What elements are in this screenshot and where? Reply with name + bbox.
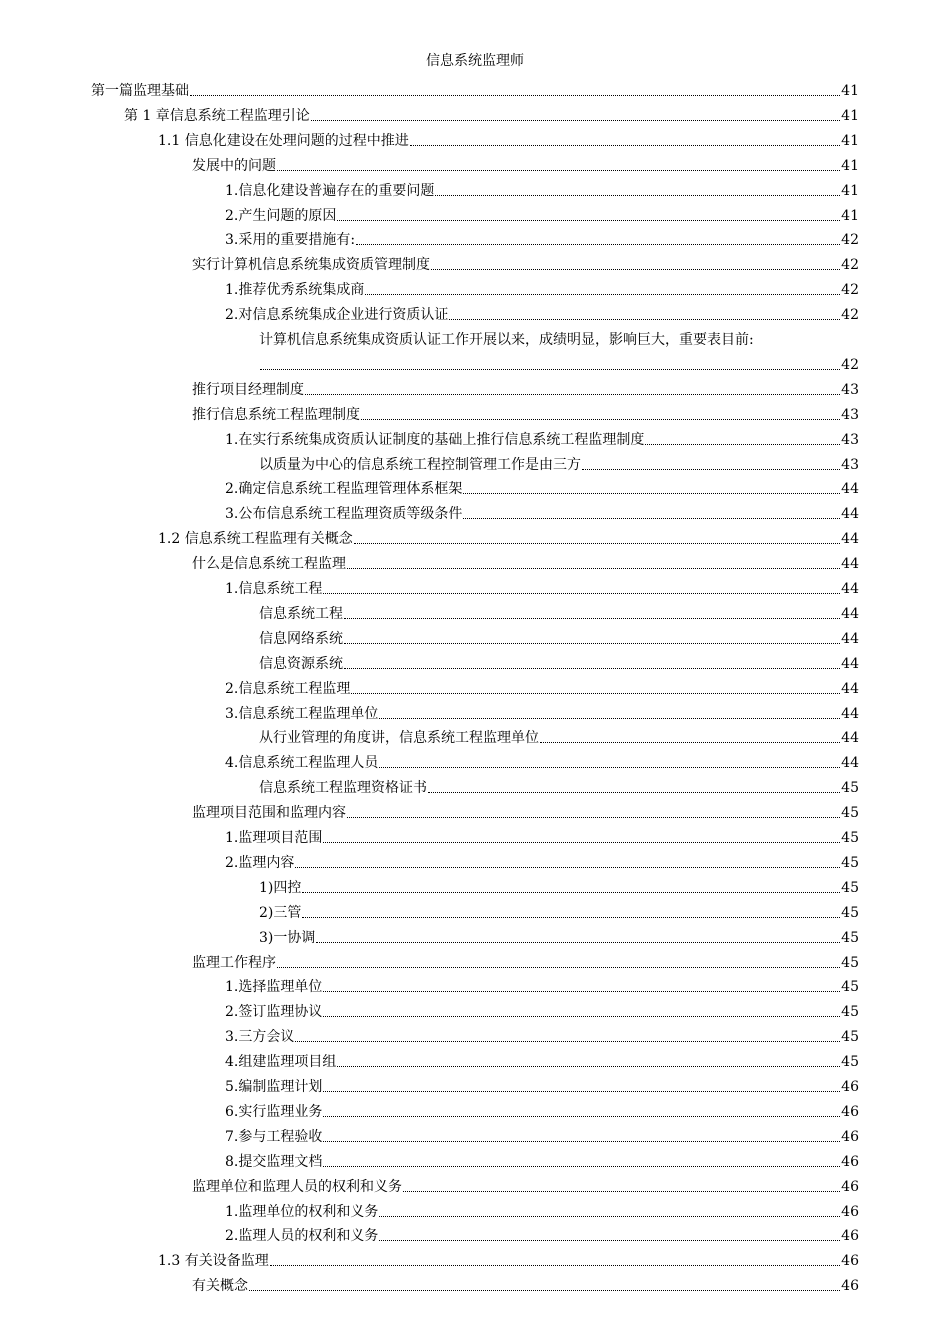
- toc-page-number: 45: [841, 830, 859, 846]
- toc-entry[interactable]: [225, 847, 859, 872]
- page-title: 信息系统监理师: [426, 53, 524, 69]
- toc-entry[interactable]: [225, 274, 859, 299]
- toc-dot-leader: [361, 419, 840, 420]
- toc-dot-leader: [435, 195, 840, 196]
- toc-entry-title: 2.签订监理协议: [225, 1004, 323, 1021]
- toc-dot-leader: [270, 1265, 840, 1266]
- toc-dot-leader: [379, 767, 840, 768]
- toc-page-number: 44: [841, 680, 859, 697]
- toc-entry[interactable]: [225, 573, 859, 598]
- toc-dot-leader: [260, 369, 840, 370]
- toc-entry-title: 1.信息化建设普遍存在的重要问题: [225, 182, 435, 199]
- toc-page-number: 46: [841, 1278, 859, 1295]
- toc-dot-leader: [302, 892, 840, 893]
- toc-dot-leader: [379, 718, 840, 719]
- toc-entry[interactable]: [225, 1196, 859, 1221]
- toc-page-number: 42: [841, 232, 859, 249]
- toc-page-number: 45: [841, 904, 859, 921]
- toc-entry-title: 2.监理人员的权利和义务: [225, 1228, 379, 1245]
- toc-dot-leader: [311, 120, 840, 121]
- toc-page-number: 45: [841, 929, 859, 946]
- toc-dot-leader: [410, 145, 840, 146]
- toc-entry[interactable]: [158, 1245, 859, 1270]
- toc-page-number: 44: [841, 531, 859, 548]
- toc-page-number: 46: [841, 1103, 859, 1120]
- toc-entry[interactable]: [259, 623, 859, 648]
- toc-dot-leader: [347, 817, 840, 818]
- toc-entry-title: 发展中的问题: [192, 157, 276, 174]
- toc-entry-title: 2)三管: [259, 904, 302, 921]
- toc-page-number: 45: [841, 1004, 859, 1021]
- toc-entry-title: 1.监理项目范围: [225, 830, 323, 846]
- toc-dot-leader: [344, 618, 840, 619]
- toc-dot-leader: [323, 1091, 840, 1092]
- toc-entry-title: 以质量为中心的信息系统工程控制管理工作是由三方: [259, 456, 581, 473]
- toc-dot-leader: [344, 643, 840, 644]
- toc-entry-title: 5.编制监理计划: [225, 1079, 323, 1095]
- toc-entry[interactable]: [192, 1171, 859, 1196]
- toc-entry-title: 推行信息系统工程监理制度: [192, 406, 360, 423]
- toc-entry-title: 监理单位和监理人员的权利和义务: [192, 1178, 402, 1195]
- toc-page-number: 44: [841, 705, 859, 722]
- toc-entry[interactable]: [225, 424, 859, 449]
- toc-entry-title: 3)一协调: [259, 929, 316, 946]
- toc-page-number: 46: [841, 1153, 859, 1170]
- toc-dot-leader: [428, 792, 840, 793]
- toc-entry[interactable]: [225, 1121, 859, 1146]
- toc-entry[interactable]: [192, 249, 859, 274]
- toc-dot-leader: [540, 742, 840, 743]
- toc-dot-leader: [463, 493, 840, 494]
- toc-entry-title: 2.监理内容: [225, 854, 295, 871]
- toc-entry[interactable]: [225, 1021, 859, 1046]
- toc-dot-leader: [351, 693, 840, 694]
- toc-entry-title: 2.信息系统工程监理: [225, 680, 351, 697]
- toc-page-number: 44: [841, 605, 859, 622]
- toc-page-number: 43: [841, 456, 859, 473]
- toc-dot-leader: [337, 1066, 840, 1067]
- toc-entry-title: 监理工作程序: [192, 954, 276, 971]
- toc-entry-title: 什么是信息系统工程监理: [192, 556, 346, 573]
- toc-page-number: 42: [841, 307, 859, 324]
- toc-entry-title: 1.2 信息系统工程监理有关概念: [158, 531, 353, 548]
- toc-entry[interactable]: [225, 200, 859, 225]
- toc-page-number: 46: [841, 1079, 859, 1095]
- toc-entry[interactable]: [259, 648, 859, 673]
- toc-dot-leader: [302, 917, 840, 918]
- toc-entry-title: 1.1 信息化建设在处理问题的过程中推进: [158, 132, 409, 149]
- toc-entry[interactable]: [225, 1071, 859, 1096]
- toc-dot-leader: [356, 244, 840, 245]
- toc-entry-title: 第一篇监理基础: [91, 83, 189, 99]
- toc-dot-leader: [295, 867, 840, 868]
- toc-page-number: 45: [841, 879, 859, 896]
- toc-page-number: 41: [841, 132, 859, 149]
- toc-page-number: 44: [841, 481, 859, 498]
- toc-entry-title: 7.参与工程验收: [225, 1128, 323, 1145]
- toc-entry[interactable]: [259, 897, 859, 922]
- toc-page-number: 45: [841, 854, 859, 871]
- toc-entry[interactable]: [225, 673, 859, 698]
- toc-entry-title: 监理项目范围和监理内容: [192, 805, 346, 822]
- toc-entry[interactable]: [259, 598, 859, 623]
- toc-page-number: 41: [841, 83, 859, 99]
- toc-entry-title: 3.信息系统工程监理单位: [225, 705, 379, 722]
- toc-entry[interactable]: [225, 822, 859, 847]
- toc-entry[interactable]: [158, 125, 859, 150]
- toc-page-number: 42: [841, 282, 859, 299]
- toc-dot-leader: [316, 942, 840, 943]
- toc-entry-title: 有关概念: [192, 1278, 248, 1295]
- toc-dot-leader: [305, 394, 840, 395]
- toc-page-number: 41: [841, 157, 859, 174]
- toc-entry-title: 1.3 有关设备监理: [158, 1253, 269, 1270]
- toc-entry-title: 1.选择监理单位: [225, 979, 323, 996]
- toc-entry[interactable]: [124, 100, 859, 125]
- toc-dot-leader: [277, 967, 840, 968]
- toc-entry-title: 6.实行监理业务: [225, 1103, 323, 1120]
- toc-entry[interactable]: [225, 473, 859, 498]
- toc-entry-title: 8.提交监理文档: [225, 1153, 323, 1170]
- toc-entry[interactable]: [91, 75, 859, 100]
- toc-dot-leader: [365, 294, 840, 295]
- toc-entry-title: 2.产生问题的原因: [225, 207, 337, 224]
- toc-entry[interactable]: [225, 498, 859, 523]
- toc-dot-leader: [449, 319, 840, 320]
- toc-page-number: 45: [841, 805, 859, 822]
- toc-dot-leader: [323, 1116, 840, 1117]
- toc-entry[interactable]: [259, 872, 859, 897]
- toc-entry-title: 信息系统工程: [259, 605, 343, 622]
- toc-dot-leader: [277, 170, 840, 171]
- toc-page-number: 46: [841, 1228, 859, 1245]
- toc-page-number: 46: [841, 1178, 859, 1195]
- toc-entry[interactable]: [192, 947, 859, 972]
- toc-entry[interactable]: [192, 399, 859, 424]
- toc-dot-leader: [344, 668, 840, 669]
- toc-entry[interactable]: [259, 449, 859, 474]
- toc-page-number: 44: [841, 581, 859, 597]
- toc-dot-leader: [190, 95, 840, 96]
- toc-entry-title: 1.信息系统工程: [225, 581, 323, 597]
- toc-page-number: 44: [841, 755, 859, 772]
- toc-entry-title: 实行计算机信息系统集成资质管理制度: [192, 257, 430, 274]
- toc-page-number: 42: [841, 257, 859, 274]
- toc-entry[interactable]: [259, 922, 859, 947]
- toc-entry[interactable]: [192, 548, 859, 573]
- toc-dot-leader: [337, 220, 840, 221]
- toc-entry-title: 3.公布信息系统工程监理资质等级条件: [225, 506, 463, 523]
- toc-page-number: 43: [841, 431, 859, 448]
- toc-page-number: 45: [841, 954, 859, 971]
- toc-entry-title: 计算机信息系统集成资质认证工作开展以来，成绩明显，影响巨大，重要表目前:: [259, 332, 754, 348]
- toc-entry[interactable]: [259, 349, 859, 374]
- toc-entry[interactable]: [225, 1096, 859, 1121]
- toc-page-number: 44: [841, 655, 859, 672]
- toc-page-number: 46: [841, 1203, 859, 1220]
- toc-entry-title: 信息网络系统: [259, 630, 343, 647]
- toc-entry-title: 第 1 章信息系统工程监理引论: [124, 107, 310, 124]
- toc-entry-title: 1.推荐优秀系统集成商: [225, 282, 365, 299]
- toc-entry[interactable]: [225, 175, 859, 200]
- toc-entry-title: 1)四控: [259, 879, 302, 896]
- toc-entry-title: 推行项目经理制度: [192, 381, 304, 398]
- toc-dot-leader: [347, 568, 840, 569]
- toc-entry[interactable]: [259, 722, 859, 747]
- toc-entry-title: 2.确定信息系统工程监理管理体系框架: [225, 481, 463, 498]
- toc-page-number: 41: [841, 207, 859, 224]
- toc-dot-leader: [354, 543, 840, 544]
- toc-dot-leader: [295, 1041, 840, 1042]
- toc-entry[interactable]: [225, 224, 859, 249]
- toc-entry[interactable]: [192, 150, 859, 175]
- toc-page-number: 43: [841, 406, 859, 423]
- toc-entry[interactable]: [225, 1046, 859, 1071]
- toc-entry-title: 3.采用的重要措施有:: [225, 232, 356, 249]
- toc-dot-leader: [323, 842, 840, 843]
- toc-entry-title: 1.监理单位的权利和义务: [225, 1203, 379, 1220]
- toc-entry[interactable]: [225, 971, 859, 996]
- toc-entry[interactable]: [225, 698, 859, 723]
- toc-entry-title: 1.在实行系统集成资质认证制度的基础上推行信息系统工程监理制度: [225, 431, 645, 448]
- toc-page-number: 41: [841, 107, 859, 124]
- toc-entry[interactable]: [259, 324, 859, 349]
- toc-entry-title: 4.信息系统工程监理人员: [225, 755, 379, 772]
- toc-page-number: 45: [841, 979, 859, 996]
- toc-page-number: 42: [841, 356, 859, 373]
- toc-entry-title: 从行业管理的角度讲，信息系统工程监理单位: [259, 730, 539, 747]
- toc-entry[interactable]: [192, 797, 859, 822]
- toc-dot-leader: [403, 1191, 840, 1192]
- toc-page-number: 44: [841, 506, 859, 523]
- toc-entry[interactable]: [225, 299, 859, 324]
- toc-page-number: 45: [841, 780, 859, 797]
- toc-dot-leader: [249, 1290, 840, 1291]
- toc-entry[interactable]: [192, 1270, 859, 1295]
- toc-entry[interactable]: [192, 374, 859, 399]
- toc-dot-leader: [463, 518, 840, 519]
- toc-page-number: 45: [841, 1054, 859, 1071]
- toc-dot-leader: [645, 444, 840, 445]
- toc-dot-leader: [323, 991, 840, 992]
- toc-page-number: 46: [841, 1128, 859, 1145]
- toc-entry-title: 4.组建监理项目组: [225, 1054, 337, 1071]
- toc-entry[interactable]: [225, 747, 859, 772]
- toc-entry[interactable]: [225, 996, 859, 1021]
- toc-entry-title: 2.对信息系统集成企业进行资质认证: [225, 307, 449, 324]
- toc-entry-title: 信息系统工程监理资格证书: [259, 780, 427, 797]
- toc-dot-leader: [323, 1016, 840, 1017]
- toc-dot-leader: [379, 1240, 840, 1241]
- toc-entry[interactable]: [259, 772, 859, 797]
- toc-entry[interactable]: [225, 1146, 859, 1171]
- toc-page-number: 45: [841, 1029, 859, 1046]
- toc-dot-leader: [582, 469, 840, 470]
- toc-dot-leader: [379, 1216, 840, 1217]
- toc-dot-leader: [323, 1141, 840, 1142]
- toc-page-number: 41: [841, 182, 859, 199]
- toc-entry-title: 信息资源系统: [259, 655, 343, 672]
- toc-entry[interactable]: [158, 523, 859, 548]
- toc-dot-leader: [323, 1166, 840, 1167]
- toc-dot-leader: [431, 269, 840, 270]
- toc-entry[interactable]: [225, 1220, 859, 1245]
- toc-entry-title: 3.三方会议: [225, 1029, 295, 1046]
- toc-page-number: 44: [841, 630, 859, 647]
- toc-page-number: 44: [841, 730, 859, 747]
- toc-page-number: 46: [841, 1253, 859, 1270]
- toc-page-number: 43: [841, 381, 859, 398]
- toc-page-number: 44: [841, 556, 859, 573]
- toc-dot-leader: [323, 593, 840, 594]
